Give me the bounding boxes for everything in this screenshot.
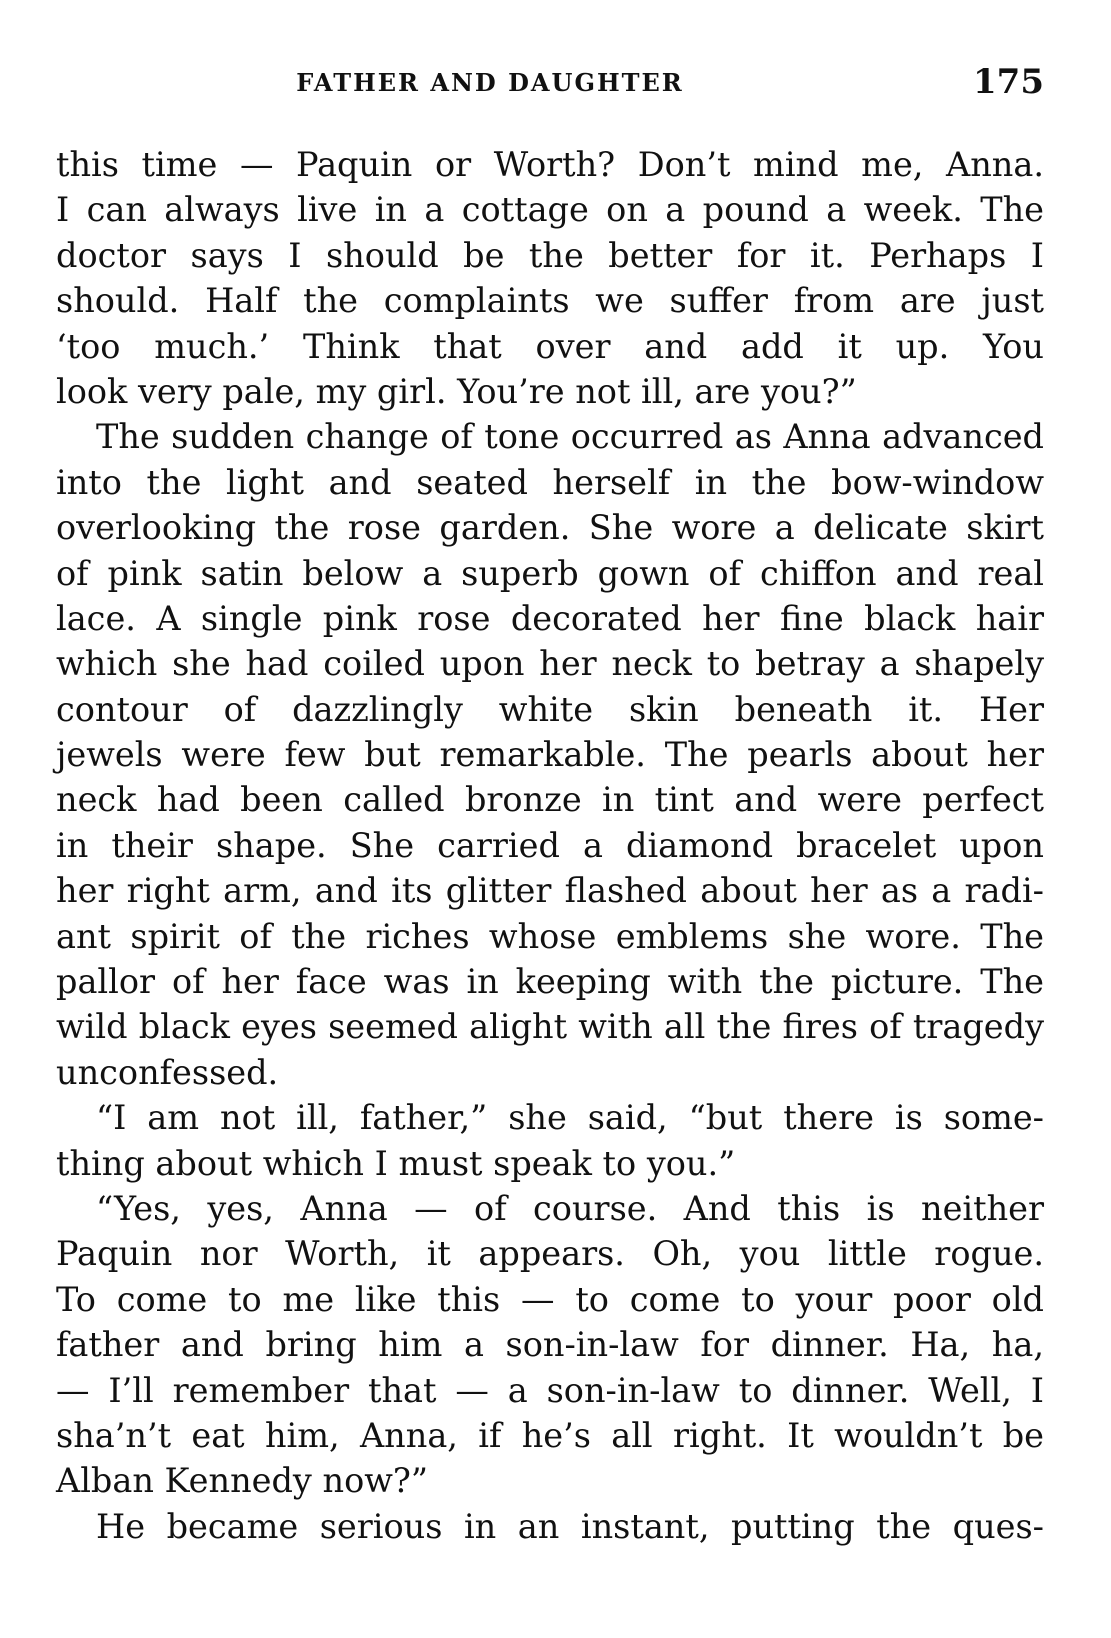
running-title: FATHER AND DAUGHTER (296, 68, 684, 97)
text-line: neck had been called bronze in tint and were perfect (56, 780, 1044, 820)
text-line: I can always live in a cottage on a pound a week. The (56, 190, 1044, 230)
text-line: Paquin nor Worth, it appears. Oh, you little rogue. (56, 1234, 1044, 1274)
text-line: unconfessed. (56, 1052, 279, 1092)
text-line: He became serious in an instant, putting the ques- (96, 1506, 1044, 1546)
text-line: To come to me like this — to come to your poor old (56, 1279, 1044, 1319)
page-number: 175 (973, 62, 1044, 102)
text-line: Alban Kennedy now?” (56, 1461, 429, 1501)
running-head (56, 62, 1044, 102)
text-line: contour of dazzlingly white skin beneath it. Her (56, 689, 1044, 729)
text-line: “Yes, yes, Anna — of course. And this is neither (96, 1188, 1044, 1228)
text-line: this time — Paquin or Worth? Don’t mind me, Anna. (56, 145, 1044, 184)
text-line: ant spirit of the riches whose emblems she wore. The (56, 916, 1044, 956)
text-line: sha’n’t eat him, Anna, if he’s all right. It wouldn’t be (56, 1415, 1044, 1455)
text-line: doctor says I should be the better for it. Perhaps I (56, 235, 1044, 275)
text-line: — I’ll remember that — a son-in-law to dinner. Well, I (56, 1370, 1044, 1410)
text-line: The sudden change of tone occurred as Anna advanced (96, 417, 1044, 457)
text-line: her right arm, and its glitter flashed about her as a radi- (56, 871, 1044, 911)
text-line: into the light and seated herself in the bow-window (56, 462, 1044, 502)
text-line: in their shape. She carried a diamond bracelet upon (56, 825, 1044, 865)
text-line: wild black eyes seemed alight with all the fires of tragedy (56, 1007, 1044, 1047)
text-line: should. Half the complaints we suffer from are just (56, 281, 1044, 321)
body-text (56, 142, 1044, 1549)
text-line: of pink satin below a superb gown of chiffon and real (56, 553, 1044, 593)
text-line: ‘too much.’ Think that over and add it up. You (56, 326, 1044, 366)
text-line: which she had coiled upon her neck to betray a shapely (56, 644, 1044, 684)
text-line: thing about which I must speak to you.” (56, 1143, 736, 1183)
text-line: father and bring him a son-in-law for dinner. Ha, ha, (56, 1325, 1044, 1365)
text-line: lace. A single pink rose decorated her fine black hair (56, 598, 1044, 638)
text-line: jewels were few but remarkable. The pearls about her (56, 735, 1044, 775)
text-line: “I am not ill, father,” she said, “but there is some- (96, 1098, 1044, 1138)
text-line: look very pale, my girl. You’re not ill, are you?” (56, 371, 857, 411)
text-line: pallor of her face was in keeping with the picture. The (56, 962, 1044, 1002)
text-line: overlooking the rose garden. She wore a delicate skirt (56, 508, 1044, 548)
